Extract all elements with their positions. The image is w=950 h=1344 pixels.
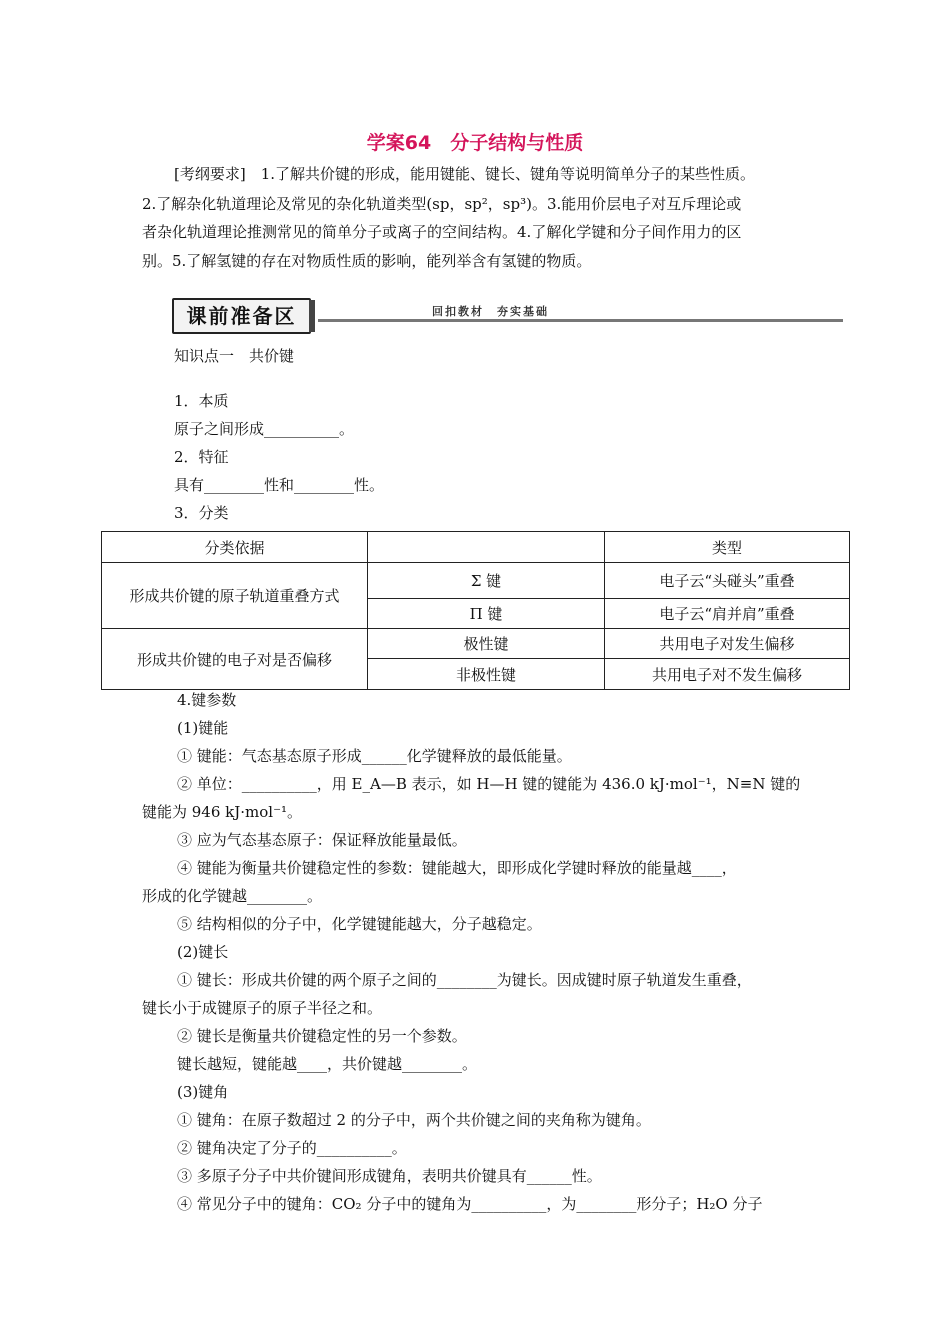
banner-divider: [309, 300, 315, 332]
text-line: ② 键角决定了分子的__________。: [177, 1139, 407, 1157]
text-line: ③ 应为气态基态原子：保证释放能量最低。: [177, 831, 467, 849]
item-1-heading: 1．本质: [174, 392, 229, 410]
text-line: ② 键长是衡量共价键稳定性的另一个参数。: [177, 1027, 467, 1045]
table-cell-basis: 形成共价键的电子对是否偏移: [102, 629, 368, 690]
bond-energy-heading: (1)键能: [177, 719, 229, 737]
item-2-body: 具有________性和________性。: [174, 476, 385, 494]
table-header-row: [102, 532, 850, 563]
table-header-type: 类型: [605, 532, 850, 563]
bond-params-heading: 4.键参数: [177, 691, 237, 709]
banner-rule: [318, 319, 843, 322]
table-cell-type: 电子云“头碰头”重叠: [605, 563, 850, 599]
item-3-heading: 3．分类: [174, 504, 229, 522]
text-line: ④ 键能为衡量共价键稳定性的参数：键能越大，即形成化学键时释放的能量越____，: [177, 859, 737, 877]
item-1-body: 原子之间形成__________。: [174, 420, 355, 438]
text-line: 键长小于成键原子的原子半径之和。: [142, 999, 383, 1017]
table-cell-kind: Π 键: [368, 599, 605, 629]
table-cell-type: 电子云“肩并肩”重叠: [605, 599, 850, 629]
text-line: ② 单位：__________，用 E_A—B 表示，如 H—H 键的键能为 436.0 kJ·mol⁻¹，N≡N 键的: [177, 775, 801, 793]
text-line: 形成的化学键越________。: [142, 887, 323, 905]
text-line: ① 键长：形成共价键的两个原子之间的________为键长。因成键时原子轨道发生重叠，: [177, 971, 752, 989]
requirements-line-3: 者杂化轨道理论推测常见的简单分子或离子的空间结构。4.了解化学键和分子间作用力的区: [142, 223, 742, 241]
text-line: ④ 常见分子中的键角：CO₂ 分子中的键角为__________，为________形分子；H₂O 分子: [177, 1195, 763, 1213]
text-line: ③ 多原子分子中共价键间形成键角，表明共价键具有______性。: [177, 1167, 602, 1185]
text-line: ① 键角：在原子数超过 2 的分子中，两个共价键之间的夹角称为键角。: [177, 1111, 651, 1129]
page-title: 学案64 分子结构与性质: [366, 132, 584, 154]
table-row: [102, 629, 850, 659]
section-heading: 知识点一 共价键: [174, 347, 295, 365]
bond-length-heading: (2)键长: [177, 943, 229, 961]
bond-angle-heading: (3)键角: [177, 1083, 229, 1101]
table-cell-type: 共用电子对不发生偏移: [605, 659, 850, 690]
text-line: ① 键能：气态基态原子形成______化学键释放的最低能量。: [177, 747, 572, 765]
table-cell-kind: 极性键: [368, 629, 605, 659]
table-header-basis: 分类依据: [102, 532, 368, 563]
table-cell-kind: Σ 键: [368, 563, 605, 599]
requirements-line-1: [考纲要求] 1.了解共价键的形成，能用键能、键长、键角等说明简单分子的某些性质。: [174, 165, 756, 183]
table-cell-basis: 形成共价键的原子轨道重叠方式: [102, 563, 368, 629]
requirements-line-2: 2.了解杂化轨道理论及常见的杂化轨道类型(sp，sp²，sp³)。3.能用价层电子对互斥理论或: [142, 195, 742, 213]
banner-subtitle: 回扣教材 夯实基础: [432, 305, 549, 318]
table-cell-type: 共用电子对发生偏移: [605, 629, 850, 659]
section-banner: 课前准备区: [172, 298, 311, 334]
table-cell-kind: 非极性键: [368, 659, 605, 690]
requirements-line-4: 别。5.了解氢键的存在对物质性质的影响，能列举含有氢键的物质。: [142, 252, 592, 270]
table-row: [102, 563, 850, 599]
text-line: 键能为 946 kJ·mol⁻¹。: [142, 803, 303, 821]
classification-table: [101, 531, 850, 690]
text-line: 键长越短，键能越____，共价键越________。: [177, 1055, 478, 1073]
item-2-heading: 2．特征: [174, 448, 229, 466]
text-line: ⑤ 结构相似的分子中，化学键键能越大，分子越稳定。: [177, 915, 542, 933]
table-header-empty: [368, 532, 605, 563]
